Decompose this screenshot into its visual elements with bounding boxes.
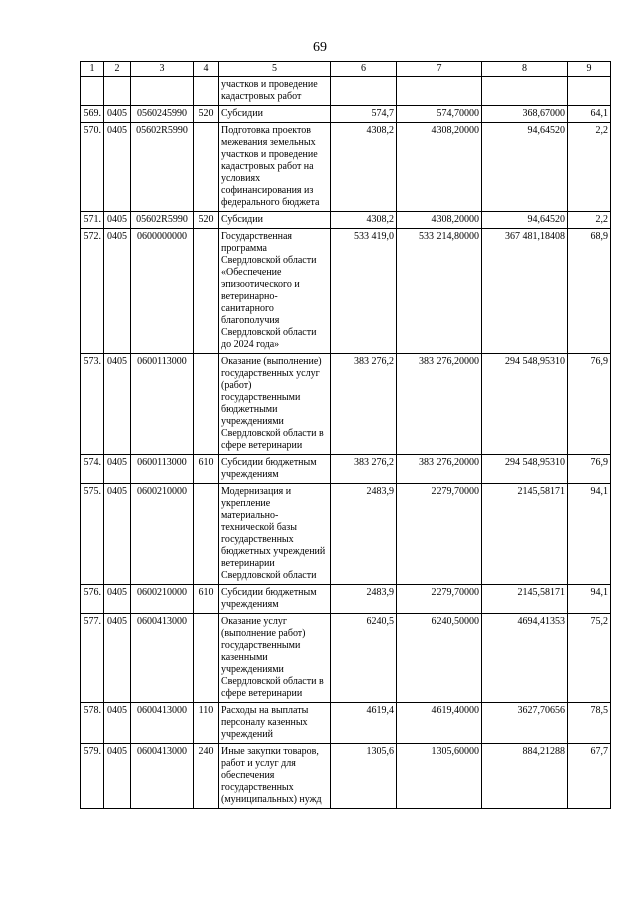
allocated-amount-cell: 4308,20000 [397,212,482,229]
target-code-cell: 05602R5990 [131,212,194,229]
section-code-cell [104,77,131,106]
expense-type-cell: 610 [194,455,219,484]
section-code-cell: 0405 [104,585,131,614]
table-row [81,585,611,614]
executed-amount-cell: 884,21288 [482,744,568,809]
header-cell: 9 [568,62,611,77]
approved-amount-cell: 1305,6 [331,744,397,809]
header-cell: 6 [331,62,397,77]
execution-percent-cell [568,77,611,106]
section-code-cell: 0405 [104,744,131,809]
table-header-row [81,62,611,77]
expense-type-cell [194,229,219,354]
item-name-cell: Расходы на выплаты персоналу казенных учреждений [219,703,331,744]
executed-amount-cell: 2145,58171 [482,484,568,585]
allocated-amount-cell [397,77,482,106]
expense-type-cell [194,77,219,106]
execution-percent-cell: 94,1 [568,585,611,614]
item-name-cell: Государственная программа Свердловской области «Обеспечение эпизоотического и ветеринарно-санитарного благополучия Свердловской области до 2024 года» [219,229,331,354]
allocated-amount-cell: 4308,20000 [397,123,482,212]
item-name-cell: участков и проведение кадастровых работ [219,77,331,106]
budget-table [80,61,611,809]
execution-percent-cell: 94,1 [568,484,611,585]
executed-amount-cell: 94,64520 [482,123,568,212]
allocated-amount-cell: 1305,60000 [397,744,482,809]
expense-type-cell [194,484,219,585]
executed-amount-cell: 94,64520 [482,212,568,229]
expense-type-cell: 110 [194,703,219,744]
approved-amount-cell: 4619,4 [331,703,397,744]
item-name-cell: Субсидии [219,212,331,229]
approved-amount-cell: 383 276,2 [331,354,397,455]
header-cell: 7 [397,62,482,77]
row-number-cell: 579. [81,744,104,809]
row-number-cell: 571. [81,212,104,229]
execution-percent-cell: 64,1 [568,106,611,123]
table-row [81,744,611,809]
section-code-cell: 0405 [104,484,131,585]
row-number-cell: 574. [81,455,104,484]
table-row [81,106,611,123]
expense-type-cell: 610 [194,585,219,614]
section-code-cell: 0405 [104,354,131,455]
target-code-cell: 0600113000 [131,455,194,484]
table-row [81,455,611,484]
target-code-cell: 0600113000 [131,354,194,455]
table-row [81,614,611,703]
executed-amount-cell: 3627,70656 [482,703,568,744]
table-row [81,354,611,455]
expense-type-cell: 520 [194,212,219,229]
allocated-amount-cell: 574,70000 [397,106,482,123]
target-code-cell: 0600210000 [131,484,194,585]
table-row [81,212,611,229]
row-number-cell: 569. [81,106,104,123]
row-number-cell: 570. [81,123,104,212]
row-number-cell: 573. [81,354,104,455]
table-row [81,484,611,585]
allocated-amount-cell: 2279,70000 [397,484,482,585]
execution-percent-cell: 78,5 [568,703,611,744]
header-cell: 3 [131,62,194,77]
target-code-cell: 05602R5990 [131,123,194,212]
executed-amount-cell: 368,67000 [482,106,568,123]
row-number-cell: 578. [81,703,104,744]
execution-percent-cell: 75,2 [568,614,611,703]
execution-percent-cell: 76,9 [568,455,611,484]
item-name-cell: Оказание (выполнение) государственных услуг (работ) государственными бюджетными учреждениями Свердловской области в сфере ветеринарии [219,354,331,455]
approved-amount-cell: 4308,2 [331,123,397,212]
allocated-amount-cell: 2279,70000 [397,585,482,614]
header-cell: 5 [219,62,331,77]
item-name-cell: Оказание услуг (выполнение работ) государственными казенными учреждениями Свердловской области в сфере ветеринарии [219,614,331,703]
header-cell: 1 [81,62,104,77]
approved-amount-cell [331,77,397,106]
executed-amount-cell [482,77,568,106]
allocated-amount-cell: 383 276,20000 [397,455,482,484]
item-name-cell: Субсидии бюджетным учреждениям [219,455,331,484]
header-cell: 4 [194,62,219,77]
section-code-cell: 0405 [104,106,131,123]
item-name-cell: Субсидии бюджетным учреждениям [219,585,331,614]
section-code-cell: 0405 [104,212,131,229]
approved-amount-cell: 6240,5 [331,614,397,703]
allocated-amount-cell: 383 276,20000 [397,354,482,455]
header-cell: 2 [104,62,131,77]
approved-amount-cell: 4308,2 [331,212,397,229]
target-code-cell: 0600413000 [131,703,194,744]
allocated-amount-cell: 4619,40000 [397,703,482,744]
expense-type-cell: 240 [194,744,219,809]
section-code-cell: 0405 [104,229,131,354]
executed-amount-cell: 2145,58171 [482,585,568,614]
table-row [81,229,611,354]
executed-amount-cell: 294 548,95310 [482,354,568,455]
expense-type-cell [194,354,219,455]
item-name-cell: Субсидии [219,106,331,123]
target-code-cell: 0600413000 [131,744,194,809]
item-name-cell: Подготовка проектов межевания земельных участков и проведение кадастровых работ на условиях софинансирования из федерального бюджета [219,123,331,212]
row-number-cell: 572. [81,229,104,354]
approved-amount-cell: 574,7 [331,106,397,123]
item-name-cell: Модернизация и укрепление материально-технической базы государственных бюджетных учреждений ветеринарии Свердловской области [219,484,331,585]
executed-amount-cell: 4694,41353 [482,614,568,703]
expense-type-cell [194,614,219,703]
row-number-cell: 577. [81,614,104,703]
target-code-cell: 0600000000 [131,229,194,354]
executed-amount-cell: 367 481,18408 [482,229,568,354]
execution-percent-cell: 67,7 [568,744,611,809]
section-code-cell: 0405 [104,614,131,703]
section-code-cell: 0405 [104,455,131,484]
page-number: 69 [313,40,327,55]
target-code-cell: 0600413000 [131,614,194,703]
target-code-cell: 0560245990 [131,106,194,123]
section-code-cell: 0405 [104,703,131,744]
target-code-cell [131,77,194,106]
header-cell: 8 [482,62,568,77]
execution-percent-cell: 2,2 [568,212,611,229]
row-number-cell [81,77,104,106]
table-row [81,77,611,106]
target-code-cell: 0600210000 [131,585,194,614]
row-number-cell: 575. [81,484,104,585]
table-row [81,703,611,744]
allocated-amount-cell: 533 214,80000 [397,229,482,354]
expense-type-cell: 520 [194,106,219,123]
approved-amount-cell: 383 276,2 [331,455,397,484]
expense-type-cell [194,123,219,212]
item-name-cell: Иные закупки товаров, работ и услуг для обеспечения государственных (муниципальных) нужд [219,744,331,809]
execution-percent-cell: 76,9 [568,354,611,455]
row-number-cell: 576. [81,585,104,614]
approved-amount-cell: 2483,9 [331,484,397,585]
approved-amount-cell: 2483,9 [331,585,397,614]
section-code-cell: 0405 [104,123,131,212]
approved-amount-cell: 533 419,0 [331,229,397,354]
execution-percent-cell: 2,2 [568,123,611,212]
table-row [81,123,611,212]
execution-percent-cell: 68,9 [568,229,611,354]
allocated-amount-cell: 6240,50000 [397,614,482,703]
executed-amount-cell: 294 548,95310 [482,455,568,484]
